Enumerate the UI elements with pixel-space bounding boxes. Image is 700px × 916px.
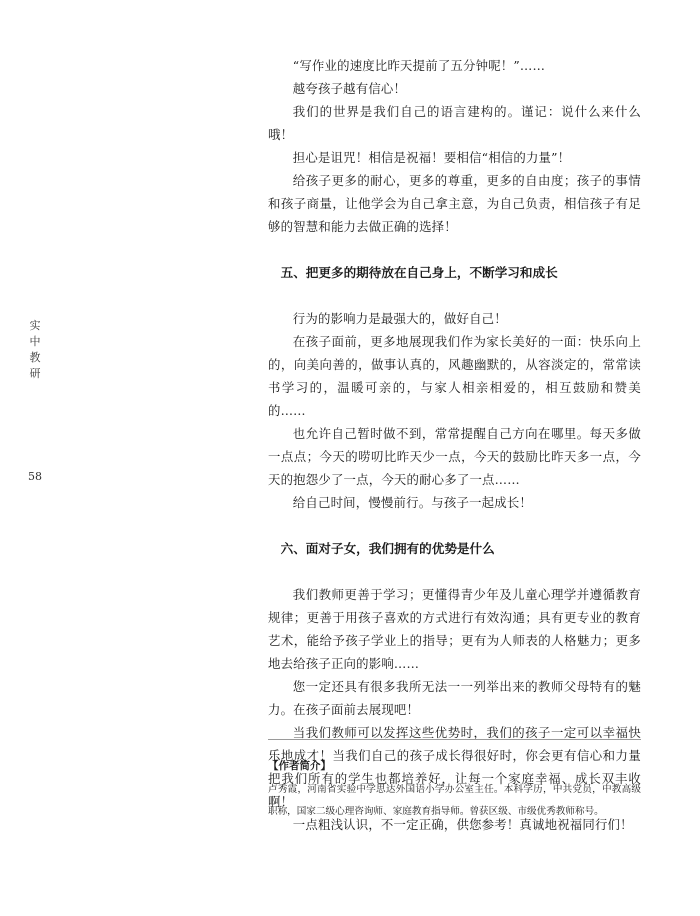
paragraph: 在孩子面前，更多地展现我们作为家长美好的一面：快乐向上的，向美向善的，做事认真的，风趣幽默的，从容淡定的，常常读书学习的，温暖可亲的，与家人相亲相爱的，相互鼓励和赞美的…… (268, 334, 641, 418)
paragraph: 行为的影响力是最强大的，做好自己！ (292, 311, 507, 326)
paragraph: 我们教师更善于学习；更懂得青少年及儿童心理学并遵循教育规律；更善于用孩子喜欢的方式进行有效沟通；具有更专业的教育艺术，能给予孩子学业上的指导；更有为人师表的人格魅力；更多地去给孩子正向的影响…… (268, 587, 641, 671)
paragraph: 担心是诅咒！相信是祝福！要相信“相信的力量”！ (292, 150, 571, 165)
paragraph: 当我们教师可以发挥这些优势时，我们的孩子一定可以幸福快乐地成才！当我们自己的孩子成长得很好时，你会更有信心和力量把我们所有的学生也都培养好，让每一个家庭幸福、成长双丰收啊！ (268, 725, 641, 809)
side-label-char: 教 (29, 351, 41, 364)
paragraph: 一点粗浅认识，不一定正确，供您参考！真诚地祝福同行们！ (292, 817, 633, 832)
author-bio (268, 757, 641, 823)
article-body (268, 54, 641, 836)
side-label-char: 实 (29, 319, 41, 332)
journal-side-label (28, 318, 42, 382)
section-heading-6: 六、面对子女，我们拥有的优势是什么 (280, 541, 495, 556)
page-number: 58 (28, 470, 42, 483)
paragraph: 您一定还具有很多我所无法一一列举出来的教师父母特有的魅力。在孩子面前去展现吧！ (268, 679, 641, 717)
side-label-char: 研 (29, 367, 41, 380)
paragraph: 给孩子更多的耐心，更多的尊重，更多的自由度；孩子的事情和孩子商量，让他学会为自己拿主意，为自己负责，相信孩子有足够的智慧和能力去做正确的选择！ (268, 173, 641, 234)
paragraph: 也允许自己暂时做不到，常常提醒自己方向在哪里。每天多做一点点；今天的唠叨比昨天少一点，今天的鼓励比昨天多一点，今天的抱怨少了一点，今天的耐心多了一点…… (268, 426, 641, 487)
paragraph: 给自己时间，慢慢前行。与孩子一起成长！ (292, 495, 533, 510)
section-heading-5: 五、把更多的期待放在自己身上，不断学习和成长 (280, 265, 558, 280)
paragraph: 我们的世界是我们自己的语言建构的。谨记：说什么来什么哦！ (268, 104, 641, 142)
footnote-divider (268, 739, 641, 740)
author-bio-text: 卢秀霞，河南省实验中学思达外国语小学办公室主任。本科学历，中共党员，中教高级职称，国家二级心理咨询师、家庭教育指导师。曾获区级、市级优秀教师称号。 (268, 784, 641, 817)
side-label-char: 中 (29, 335, 41, 348)
paragraph: “写作业的速度比昨天提前了五分钟呢！”…… (292, 58, 546, 73)
author-bio-title: 【作者简介】 (268, 760, 331, 772)
paragraph: 越夸孩子越有信心！ (292, 81, 407, 96)
